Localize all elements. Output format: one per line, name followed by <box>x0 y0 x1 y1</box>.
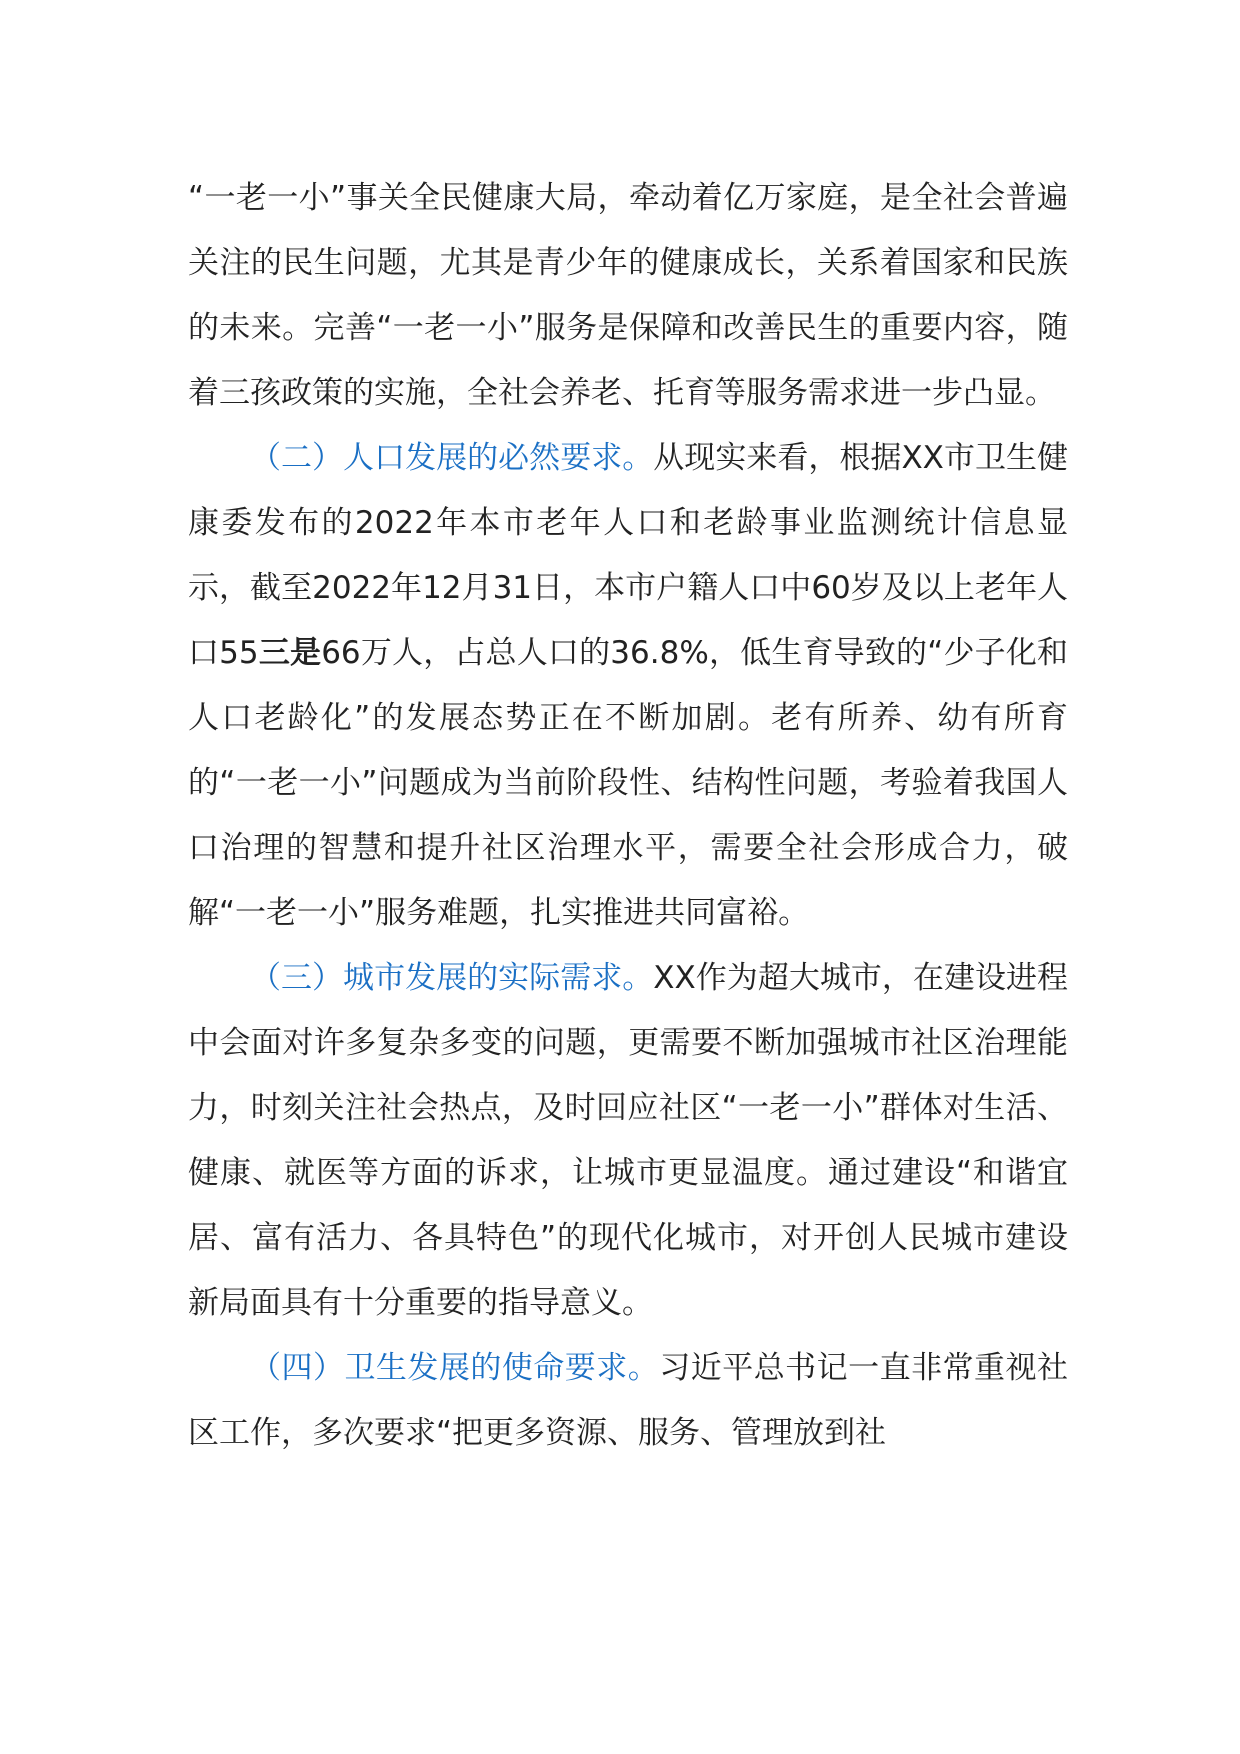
section-heading-population: （二）人口发展的必然要求。 <box>250 440 654 476</box>
document-body <box>188 166 1068 1466</box>
paragraph-text: XX作为超大城市，在建设进程中会面对许多复杂多变的问题，更需要不断加强城市社区治理能力，时刻关注社会热点，及时回应社区“一老一小”群体对生活、健康、就医等方面的诉求，让城市更显温度。通过建设“和谐宜居、富有活力、各具特色”的现代化城市，对开创人民城市建设新局面具有十分重要的指导意义。 <box>188 960 1069 1321</box>
paragraph-text: 66万人，占总人口的36.8%，低生育导致的“少子化和人口老龄化”的发展态势正在不断加剧。老有所养、幼有所育的“一老一小”问题成为当前阶段性、结构性问题，考验着我国人口治理的智慧和提升社区治理水平，需要全社会形成合力，破解“一老一小”服务难题，扎实推进共同富裕。 <box>188 635 1069 931</box>
paragraph-text: 从现实来看，根据XX市卫生健康委发布的2022年本市老年人口和老龄事业监测统计信息显示，截至2022年12月31日，本市户籍人口中60岁及以上老年人口55 <box>188 440 1069 671</box>
bold-text: 三是 <box>258 635 322 671</box>
paragraph-health <box>188 1336 1068 1466</box>
paragraph-text: 习近平总书记一直非常重视社区工作，多次要求“把更多资源、服务、管理放到社 <box>188 1350 1069 1451</box>
paragraph-population <box>188 426 1068 946</box>
paragraph-intro <box>188 166 1068 426</box>
section-heading-city: （三）城市发展的实际需求。 <box>250 960 654 996</box>
paragraph-city <box>188 946 1068 1336</box>
paragraph-text: “一老一小”事关全民健康大局，牵动着亿万家庭，是全社会普遍关注的民生问题，尤其是青少年的健康成长，关系着国家和民族的未来。完善“一老一小”服务是保障和改善民生的重要内容，随着三孩政策的实施，全社会养老、托育等服务需求进一步凸显。 <box>188 180 1068 411</box>
section-heading-health: （四）卫生发展的使命要求。 <box>250 1350 660 1386</box>
